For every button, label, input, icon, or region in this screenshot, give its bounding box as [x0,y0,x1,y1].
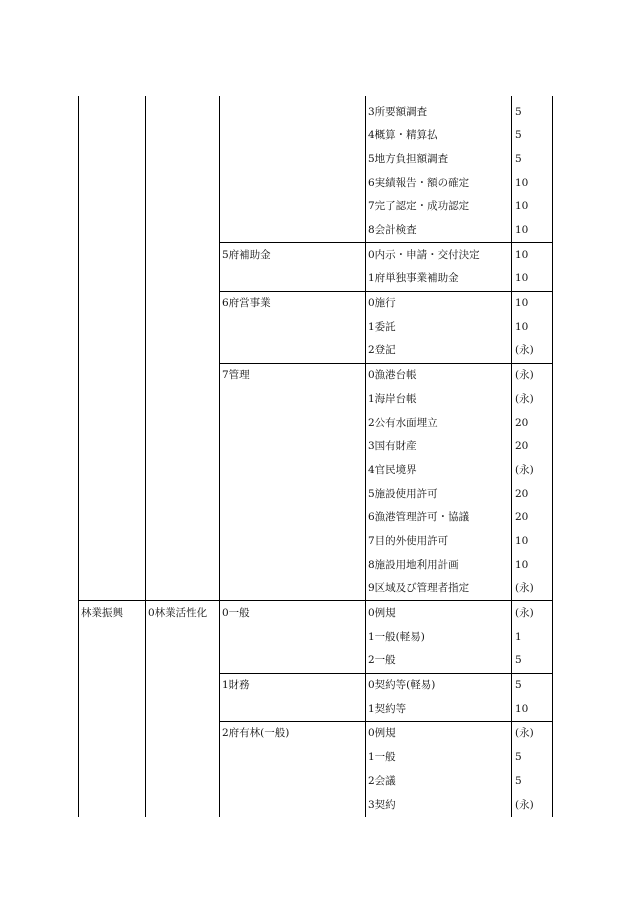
category-cell [79,458,146,482]
subcategory-cell [146,721,220,745]
subcategory-cell [146,769,220,793]
retention-period-cell: 10 [512,267,553,291]
item-cell: 0内示・申請・交付決定 [366,243,512,267]
item-cell: 1海岸台帳 [366,387,512,411]
category-cell [79,243,146,267]
category-cell [79,195,146,219]
item-cell: 0例規 [366,721,512,745]
section-cell [220,147,366,171]
subcategory-cell [146,673,220,697]
category-cell [79,793,146,817]
subcategory-cell [146,387,220,411]
category-cell [79,315,146,339]
table-row [79,458,553,482]
table-row [79,243,553,267]
retention-period-cell: 5 [512,96,553,124]
item-cell: 7完了認定・成功認定 [366,195,512,219]
retention-period-cell: 10 [512,529,553,553]
category-cell [79,506,146,530]
category-cell [79,769,146,793]
category-cell [79,697,146,721]
item-cell: 0漁港台帳 [366,363,512,387]
section-cell [220,171,366,195]
item-cell: 2会議 [366,769,512,793]
category-cell [79,746,146,770]
category-cell [79,363,146,387]
section-cell [220,697,366,721]
table-row [79,625,553,649]
table-row [79,529,553,553]
item-cell: 5地方負担額調査 [366,147,512,171]
item-cell: 8会計検査 [366,218,512,242]
subcategory-cell [146,315,220,339]
item-cell: 0契約等(軽易) [366,673,512,697]
retention-period-cell: 20 [512,482,553,506]
table-row [79,218,553,242]
subcategory-cell [146,195,220,219]
retention-period-cell: 10 [512,243,553,267]
table-row [79,697,553,721]
category-cell [79,577,146,601]
item-cell: 6実績報告・額の確定 [366,171,512,195]
category-cell [79,291,146,315]
item-cell: 2登記 [366,339,512,363]
section-cell [220,746,366,770]
section-cell [220,96,366,124]
item-cell: 1府単独事業補助金 [366,267,512,291]
subcategory-cell [146,339,220,363]
category-cell [79,411,146,435]
item-cell: 4官民境界 [366,458,512,482]
retention-period-cell: 20 [512,506,553,530]
retention-period-cell: (永) [512,363,553,387]
item-cell: 1一般 [366,746,512,770]
retention-period-cell: 1 [512,625,553,649]
category-cell [79,721,146,745]
subcategory-cell [146,267,220,291]
category-cell: 林業振興 [79,601,146,625]
table-row [79,577,553,601]
section-cell: 1財務 [220,673,366,697]
category-cell [79,124,146,148]
retention-period-cell: (永) [512,458,553,482]
table-row [79,411,553,435]
table-row [79,721,553,745]
category-cell [79,482,146,506]
subcategory-cell [146,506,220,530]
section-cell: 7管理 [220,363,366,387]
subcategory-cell [146,746,220,770]
table-row [79,601,553,625]
section-cell [220,411,366,435]
item-cell: 1委託 [366,315,512,339]
section-cell [220,577,366,601]
table-row [79,147,553,171]
table-row [79,553,553,577]
category-cell [79,553,146,577]
section-cell [220,625,366,649]
retention-period-cell: 5 [512,673,553,697]
category-cell [79,529,146,553]
retention-period-cell: (永) [512,577,553,601]
table-row [79,649,553,673]
section-cell [220,793,366,817]
table-row [79,746,553,770]
retention-period-cell: 10 [512,218,553,242]
table-body [79,96,553,817]
subcategory-cell [146,577,220,601]
subcategory-cell [146,96,220,124]
retention-period-cell: 5 [512,769,553,793]
subcategory-cell: 0林業活性化 [146,601,220,625]
section-cell [220,482,366,506]
item-cell: 7目的外使用許可 [366,529,512,553]
retention-period-cell: 10 [512,315,553,339]
section-cell [220,387,366,411]
category-cell [79,267,146,291]
item-cell: 1一般(軽易) [366,625,512,649]
table-row [79,769,553,793]
table-row [79,339,553,363]
table-row [79,673,553,697]
item-cell: 2公有水面埋立 [366,411,512,435]
table-row [79,363,553,387]
item-cell: 4概算・精算払 [366,124,512,148]
category-cell [79,171,146,195]
retention-period-cell: 20 [512,411,553,435]
subcategory-cell [146,171,220,195]
item-cell: 8施設用地利用計画 [366,553,512,577]
retention-period-cell: 5 [512,746,553,770]
retention-period-cell: 10 [512,171,553,195]
retention-period-cell: 10 [512,195,553,219]
retention-period-cell: 5 [512,649,553,673]
category-cell [79,96,146,124]
subcategory-cell [146,529,220,553]
subcategory-cell [146,458,220,482]
table-row [79,315,553,339]
retention-period-cell: 5 [512,147,553,171]
item-cell: 5施設使用許可 [366,482,512,506]
table-row [79,171,553,195]
section-cell [220,649,366,673]
retention-period-cell: (永) [512,793,553,817]
subcategory-cell [146,625,220,649]
retention-period-cell: 10 [512,553,553,577]
item-cell: 2一般 [366,649,512,673]
table-row [79,482,553,506]
section-cell: 5府補助金 [220,243,366,267]
item-cell: 3契約 [366,793,512,817]
subcategory-cell [146,793,220,817]
table-row [79,435,553,459]
retention-period-cell: (永) [512,339,553,363]
item-cell: 3所要額調査 [366,96,512,124]
subcategory-cell [146,553,220,577]
section-cell [220,315,366,339]
item-cell: 3国有財産 [366,435,512,459]
item-cell: 1契約等 [366,697,512,721]
table-row [79,387,553,411]
category-cell [79,649,146,673]
section-cell [220,553,366,577]
section-cell [220,435,366,459]
retention-period-cell: 10 [512,291,553,315]
item-cell: 6漁港管理許可・協議 [366,506,512,530]
category-cell [79,435,146,459]
section-cell [220,769,366,793]
item-cell: 0施行 [366,291,512,315]
subcategory-cell [146,243,220,267]
retention-period-cell: 10 [512,697,553,721]
item-cell: 9区域及び管理者指定 [366,577,512,601]
retention-period-cell: 5 [512,124,553,148]
category-cell [79,673,146,697]
category-cell [79,625,146,649]
table-row [79,793,553,817]
retention-period-cell: 20 [512,435,553,459]
table-row [79,267,553,291]
category-cell [79,339,146,363]
subcategory-cell [146,291,220,315]
table-row [79,124,553,148]
section-cell [220,506,366,530]
retention-period-cell: (永) [512,387,553,411]
subcategory-cell [146,124,220,148]
subcategory-cell [146,697,220,721]
table-row [79,506,553,530]
section-cell [220,529,366,553]
section-cell: 6府営事業 [220,291,366,315]
retention-period-cell: (永) [512,601,553,625]
category-cell [79,147,146,171]
section-cell [220,218,366,242]
table-row [79,96,553,124]
section-cell [220,124,366,148]
retention-schedule-table [78,96,553,817]
section-cell [220,458,366,482]
item-cell: 0例規 [366,601,512,625]
section-cell: 2府有林(一般) [220,721,366,745]
section-cell [220,339,366,363]
subcategory-cell [146,649,220,673]
subcategory-cell [146,411,220,435]
retention-period-cell: (永) [512,721,553,745]
subcategory-cell [146,363,220,387]
subcategory-cell [146,482,220,506]
subcategory-cell [146,435,220,459]
section-cell [220,195,366,219]
table-row [79,195,553,219]
category-cell [79,218,146,242]
subcategory-cell [146,147,220,171]
section-cell [220,267,366,291]
subcategory-cell [146,218,220,242]
table-row [79,291,553,315]
section-cell: 0一般 [220,601,366,625]
category-cell [79,387,146,411]
